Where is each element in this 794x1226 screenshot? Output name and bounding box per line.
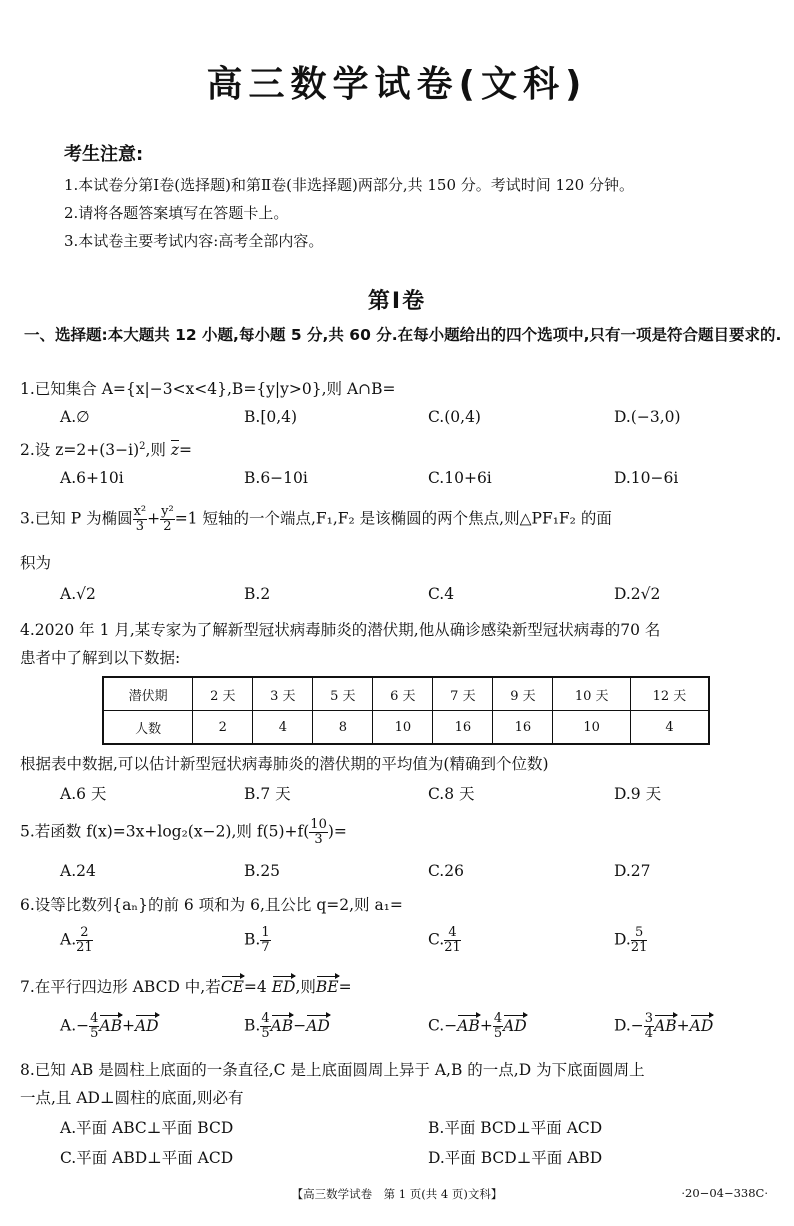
q2-stem-mid: ,则 — [145, 441, 171, 459]
operator: + — [676, 1016, 690, 1035]
q4-option-a: A.6 天 — [60, 785, 107, 803]
q4-option-d: D.9 天 — [614, 785, 662, 803]
q1-option-a: A.∅ — [60, 408, 90, 426]
table-cell: 10 天 — [553, 677, 631, 711]
frac-denominator: 3 — [314, 832, 323, 847]
frac-denominator: 2 — [163, 519, 172, 534]
question-4-stem-line3: 根据表中数据,可以估计新型冠状病毒肺炎的潜伏期的平均值为(精确到个位数) — [20, 755, 549, 773]
table-cell: 10 — [553, 711, 631, 745]
frac-numerator: 4 — [90, 1011, 99, 1026]
option-fraction — [631, 926, 648, 955]
q7-stem-mid: =4 — [243, 978, 272, 996]
question-3-stem-line2: 积为 — [20, 554, 52, 572]
frac-numerator: 4 — [444, 926, 461, 941]
q1-option-d: D.(−3,0) — [614, 408, 681, 426]
question-5-stem — [20, 818, 347, 847]
option-letter: C.− — [428, 1016, 458, 1035]
table-row — [103, 711, 709, 745]
option-letter: A.− — [60, 1016, 90, 1035]
frac-denominator: 21 — [444, 940, 461, 955]
table-cell: 8 — [313, 711, 373, 745]
q8-option-c: C.平面 ABD⊥平面 ACD — [60, 1149, 234, 1167]
option-fraction — [444, 926, 461, 955]
q7-option-a — [60, 1012, 159, 1041]
table-cell: 9 天 — [493, 677, 553, 711]
frac-denominator: 4 — [644, 1026, 654, 1041]
table-cell: 6 天 — [373, 677, 433, 711]
q2-stem-text: 2.设 z=2+(3−i) — [20, 441, 140, 459]
table-cell: 潜伏期 — [103, 677, 193, 711]
q1-option-b: B.[0,4) — [244, 408, 298, 426]
option-letter: A. — [60, 930, 77, 949]
frac-numerator: 10 — [310, 817, 327, 832]
q6-option-a — [60, 926, 93, 955]
question-4-stem-line2: 患者中了解到以下数据: — [20, 649, 181, 667]
operator: + — [121, 1016, 135, 1035]
vector-ab: AB — [99, 1016, 122, 1035]
q3-stem-text: 3.已知 P 为椭圆 — [20, 509, 133, 528]
question-3-stem — [20, 505, 612, 534]
table-cell: 2 天 — [193, 677, 253, 711]
table-cell: 2 — [193, 711, 253, 745]
notice-item: 3.本试卷主要考试内容:高考全部内容。 — [64, 232, 324, 250]
paper-code: ·20−04−338C· — [681, 1186, 768, 1200]
vector-ab: AB — [270, 1016, 294, 1035]
table-cell: 4 — [253, 711, 313, 745]
q7-stem-end: = — [338, 978, 352, 996]
q5-option-d: D.27 — [614, 862, 651, 880]
question-7-stem — [20, 975, 352, 997]
option-letter: D. — [614, 930, 631, 949]
frac-numerator: 1 — [261, 925, 270, 940]
q4-option-b: B.7 天 — [244, 785, 291, 803]
table-cell: 7 天 — [433, 677, 493, 711]
frac-numerator: y² — [161, 504, 174, 519]
vector-ed: ED — [271, 978, 296, 996]
notice-item: 2.请将各题答案填写在答题卡上。 — [64, 204, 289, 222]
question-8-stem: 8.已知 AB 是圆柱上底面的一条直径,C 是上底面圆周上异于 A,B 的一点,D 为下底面圆周上 — [20, 1061, 645, 1079]
frac-denominator: 3 — [135, 519, 144, 534]
q5-stem-end: )= — [327, 822, 347, 841]
q3-option-b: B.2 — [244, 585, 271, 603]
section-instructions: 一、选择题:本大题共 12 小题,每小题 5 分,共 60 分.在每小题给出的四个选项中,只有一项是符合题目要求的. — [24, 326, 782, 344]
operator: − — [293, 1016, 307, 1035]
frac-denominator: 21 — [76, 940, 93, 955]
q5-fraction — [309, 818, 328, 847]
q5-stem-text: 5.若函数 f(x)=3x+log₂(x−2),则 f(5)+f( — [20, 822, 310, 841]
frac-numerator: 4 — [493, 1011, 503, 1026]
vector-be: BE — [315, 978, 339, 996]
option-fraction — [76, 926, 93, 955]
q2-stem-end: = — [179, 441, 193, 459]
q3-fraction-x — [133, 505, 148, 534]
table-cell: 16 — [493, 711, 553, 745]
option-fraction — [89, 1012, 99, 1041]
question-4-stem: 4.2020 年 1 月,某专家为了解新型冠状病毒肺炎的潜伏期,他从确诊感染新型冠状病毒的70 名 — [20, 621, 661, 639]
q2-conjugate-z: z — [170, 441, 180, 459]
q7-stem-mid2: ,则 — [295, 978, 316, 996]
frac-denominator: 5 — [90, 1026, 99, 1041]
q8-option-a: A.平面 ABC⊥平面 BCD — [60, 1119, 234, 1137]
q6-option-b — [244, 926, 271, 955]
frac-numerator: 3 — [644, 1011, 654, 1026]
q3-option-a: A.√2 — [60, 585, 96, 603]
q1-option-c: C.(0,4) — [428, 408, 481, 426]
option-fraction — [493, 1012, 503, 1041]
option-letter: C. — [428, 930, 445, 949]
option-letter: D.− — [614, 1016, 644, 1035]
q3-option-c: C.4 — [428, 585, 455, 603]
frac-denominator: 5 — [493, 1026, 503, 1041]
q2-option-c: C.10+6i — [428, 469, 492, 487]
page-footer: 【高三数学试卷 第 1 页(共 4 页)文科】 — [291, 1187, 503, 1201]
option-fraction — [260, 926, 270, 955]
q6-option-c — [428, 926, 461, 955]
frac-numerator: 5 — [631, 926, 648, 941]
part-title: 第Ⅰ卷 — [367, 289, 427, 314]
q5-option-a: A.24 — [60, 862, 96, 880]
q8-option-b: B.平面 BCD⊥平面 ACD — [428, 1119, 603, 1137]
q2-option-d: D.10−6i — [614, 469, 679, 487]
table-cell: 16 — [433, 711, 493, 745]
frac-numerator: x² — [133, 504, 147, 519]
q2-option-a: A.6+10i — [60, 469, 124, 487]
q3-fraction-y — [160, 505, 175, 534]
q2-option-b: B.6−10i — [244, 469, 308, 487]
vector-ab: AB — [654, 1016, 677, 1035]
question-1-stem: 1.已知集合 A={x|−3<x<4},B={y|y>0},则 A∩B= — [20, 380, 396, 398]
option-letter: B. — [244, 1016, 261, 1035]
q3-option-d: D.2√2 — [614, 585, 661, 603]
vector-ad: AD — [134, 1016, 159, 1035]
table-cell: 12 天 — [630, 677, 709, 711]
notice-heading: 考生注意: — [64, 144, 144, 165]
question-6-stem: 6.设等比数列{aₙ}的前 6 项和为 6,且公比 q=2,则 a₁= — [20, 896, 403, 914]
q7-option-b — [244, 1012, 330, 1041]
option-letter: B. — [244, 930, 261, 949]
question-8-stem-line2: 一点,且 AD⊥圆柱的底面,则必有 — [20, 1089, 244, 1107]
frac-denominator: 21 — [630, 940, 648, 955]
table-row — [103, 677, 709, 711]
q7-option-d — [614, 1012, 713, 1041]
q4-option-c: C.8 天 — [428, 785, 475, 803]
table-cell: 5 天 — [313, 677, 373, 711]
q7-option-c — [428, 1012, 527, 1041]
vector-ce: CE — [220, 978, 244, 996]
q3-stem-end: =1 短轴的一个端点,F₁,F₂ 是该椭圆的两个焦点,则△PF₁F₂ 的面 — [174, 509, 612, 528]
vector-ad: AD — [503, 1016, 527, 1035]
vector-ad: AD — [306, 1016, 330, 1035]
option-fraction — [644, 1012, 654, 1041]
vector-ad: AD — [689, 1016, 714, 1035]
q3-plus: + — [147, 509, 161, 528]
table-cell: 人数 — [103, 711, 193, 745]
q7-stem-text: 7.在平行四边形 ABCD 中,若 — [20, 978, 221, 996]
table-cell: 3 天 — [253, 677, 313, 711]
operator: + — [479, 1016, 493, 1035]
q2-exponent: 2 — [139, 440, 146, 452]
question-2-stem — [20, 438, 192, 460]
q6-option-d — [614, 926, 647, 955]
vector-ab: AB — [457, 1016, 480, 1035]
q5-option-c: C.26 — [428, 862, 464, 880]
exam-title: 高三数学试卷(文科) — [206, 64, 588, 105]
incubation-data-table — [102, 676, 710, 745]
frac-numerator: 4 — [261, 1011, 270, 1026]
table-cell: 4 — [630, 711, 709, 745]
q5-option-b: B.25 — [244, 862, 281, 880]
frac-numerator: 2 — [76, 926, 93, 941]
frac-denominator: 7 — [261, 940, 270, 955]
table-cell: 10 — [373, 711, 433, 745]
frac-denominator: 5 — [261, 1026, 270, 1041]
notice-item: 1.本试卷分第Ⅰ卷(选择题)和第Ⅱ卷(非选择题)两部分,共 150 分。考试时间 120 分钟。 — [64, 176, 634, 194]
option-fraction — [260, 1012, 270, 1041]
q8-option-d: D.平面 BCD⊥平面 ABD — [428, 1149, 603, 1167]
